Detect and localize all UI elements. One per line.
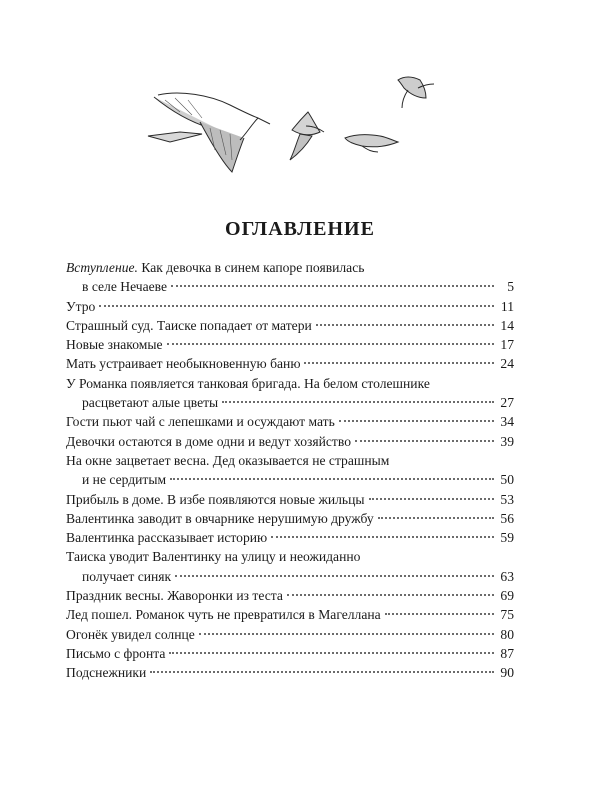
toc-entry-text: Девочки остаются в доме одни и ведут хозяйство (66, 433, 351, 449)
toc-entry-text-cont: расцветают алые цветы (82, 395, 219, 411)
toc-entry (66, 335, 514, 354)
toc-entry (66, 605, 514, 624)
dot-leader (170, 477, 494, 480)
toc-page-number: 39 (500, 433, 514, 449)
toc-entry-text: Страшный суд. Таиске попадает от матери (66, 317, 312, 333)
dot-leader (316, 323, 494, 326)
toc-entry-text: Гости пьют чай с лепешками и осуждают мать (66, 414, 335, 430)
toc-page-number: 59 (500, 530, 514, 546)
toc-entry-text: Подснежники (66, 665, 147, 681)
dot-leader (369, 497, 494, 500)
top-right-bird-icon (398, 77, 434, 108)
toc-entry-text: Валентинка рассказывает историю (66, 530, 268, 546)
toc-page-number: 50 (500, 472, 514, 488)
toc-entry-text: Как девочка в синем капоре появилась (141, 260, 365, 275)
dot-leader (199, 632, 494, 635)
dot-leader (175, 574, 494, 577)
toc-entry-text: Мать устраивает необыкновенную баню (66, 356, 301, 372)
dot-leader (171, 284, 494, 287)
middle-bird-icon (290, 112, 324, 160)
toc-entry (66, 586, 514, 605)
dot-leader (385, 612, 494, 615)
toc-entry-text: На окне зацветает весна. Дед оказывается не страшным (66, 452, 390, 468)
toc-page-number: 24 (500, 356, 514, 372)
right-middle-bird-icon (345, 135, 398, 152)
toc-entry-prefix: Вступление. (66, 260, 138, 275)
dot-leader (304, 361, 494, 364)
toc-page-number: 56 (500, 510, 514, 526)
toc-page-number: 53 (500, 491, 514, 507)
toc-page-number: 5 (507, 279, 514, 295)
toc-entry (66, 625, 514, 644)
toc-entry (66, 644, 514, 663)
toc-entry-text: Письмо с фронта (66, 645, 166, 661)
toc-page-number: 90 (500, 665, 514, 681)
dot-leader (169, 651, 494, 654)
toc-entry-text: Праздник весны. Жаворонки из теста (66, 588, 283, 604)
dot-leader (378, 516, 494, 519)
toc-entry (66, 663, 514, 682)
page-title: ОГЛАВЛЕНИЕ (225, 218, 375, 240)
table-of-contents (66, 258, 514, 683)
toc-entry-text: Новые знакомые (66, 337, 163, 353)
toc-entry (66, 451, 514, 490)
toc-entry (66, 374, 514, 413)
toc-page-number: 11 (500, 298, 514, 314)
toc-page-number: 17 (500, 337, 514, 353)
toc-page-number: 63 (500, 568, 514, 584)
toc-page-number: 87 (500, 645, 514, 661)
toc-entry-text: Огонёк увидел солнце (66, 626, 195, 642)
toc-page-number: 27 (500, 395, 514, 411)
dot-leader (222, 400, 494, 403)
toc-entry-text: Лед пошел. Романок чуть не превратился в Магеллана (66, 607, 381, 623)
dot-leader (355, 439, 494, 442)
toc-entry (66, 547, 514, 586)
toc-entry (66, 354, 514, 373)
dot-leader (167, 342, 495, 345)
toc-entry (66, 528, 514, 547)
toc-page-number: 80 (500, 626, 514, 642)
birds-illustration (140, 60, 480, 190)
toc-entry (66, 509, 514, 528)
toc-page-number: 69 (500, 588, 514, 604)
dot-leader (287, 593, 494, 596)
toc-entry-text: У Романка появляется танковая бригада. На белом столешнике (66, 375, 430, 391)
dot-leader (99, 304, 494, 307)
toc-entry-text-cont: в селе Нечаеве (82, 279, 168, 295)
dot-leader (271, 535, 494, 538)
toc-entry-text-cont: и не сердитым (82, 472, 167, 488)
toc-entry (66, 412, 514, 431)
toc-entry (66, 490, 514, 509)
toc-entry-text: Утро (66, 298, 96, 314)
toc-page-number: 34 (500, 414, 514, 430)
toc-entry-text-cont: получает синяк (82, 568, 172, 584)
large-bird-icon (148, 93, 270, 172)
toc-entry (66, 258, 514, 297)
toc-entry-text: Таиска уводит Валентинку на улицу и неожиданно (66, 549, 361, 565)
toc-page-number: 75 (500, 607, 514, 623)
dot-leader (150, 670, 494, 673)
toc-entry-text: Валентинка заводит в овчарнике нерушимую дружбу (66, 510, 374, 526)
toc-entry (66, 432, 514, 451)
toc-entry (66, 297, 514, 316)
dot-leader (339, 419, 494, 422)
toc-entry (66, 316, 514, 335)
toc-entry-text: Прибыль в доме. В избе появляются новые жильцы (66, 491, 365, 507)
toc-page-number: 14 (500, 317, 514, 333)
